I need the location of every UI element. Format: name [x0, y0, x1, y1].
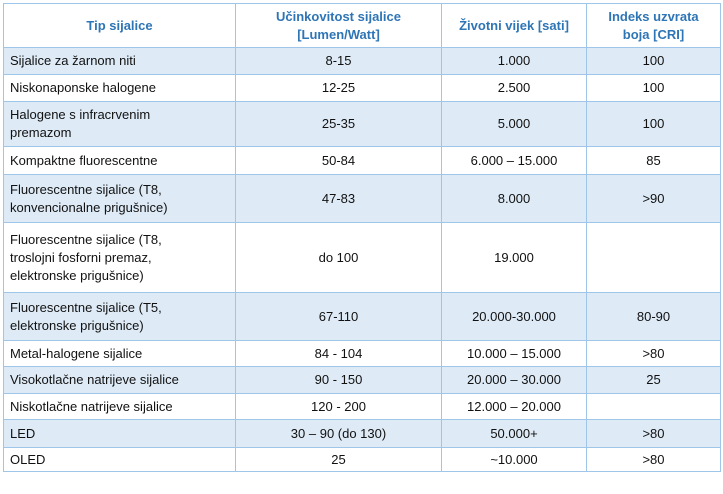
- row-life: 20.000 – 30.000: [442, 367, 587, 394]
- row-name: [4, 175, 236, 223]
- row-name: [4, 293, 236, 341]
- header-life: Životni vijek [sati]: [442, 4, 587, 48]
- row-life: 6.000 – 15.000: [442, 147, 587, 175]
- row-name-line1: Fluorescentne sijalice (T8,: [10, 231, 162, 247]
- table-row: [4, 293, 721, 341]
- row-name-line2: troslojni fosforni premaz,: [10, 249, 152, 265]
- row-name: LED: [4, 420, 236, 448]
- header-cri: [587, 4, 721, 48]
- row-life: 12.000 – 20.000: [442, 394, 587, 420]
- row-cri: >80: [587, 341, 721, 367]
- row-cri: 100: [587, 102, 721, 147]
- table-row: [4, 448, 721, 472]
- row-life: 5.000: [442, 102, 587, 147]
- table-row: [4, 367, 721, 394]
- row-efficiency: 50-84: [236, 147, 442, 175]
- row-name: Sijalice za žarnom niti: [4, 48, 236, 75]
- row-name: OLED: [4, 448, 236, 472]
- row-name-line1: Halogene s infracrvenim: [10, 107, 151, 122]
- row-cri: >90: [587, 175, 721, 223]
- row-name-line2: premazom: [10, 125, 72, 140]
- row-efficiency: 8-15: [236, 48, 442, 75]
- row-life: 10.000 – 15.000: [442, 341, 587, 367]
- row-cri: 100: [587, 48, 721, 75]
- row-cri: [587, 223, 721, 293]
- row-life: 19.000: [442, 223, 587, 293]
- row-cri: 100: [587, 75, 721, 102]
- table-row: [4, 48, 721, 75]
- header-efficiency-line2: [Lumen/Watt]: [297, 26, 380, 42]
- row-cri: >80: [587, 420, 721, 448]
- header-cri-line2: boja [CRI]: [622, 26, 685, 42]
- header-efficiency-line1: Učinkovitost sijalice: [276, 8, 401, 24]
- row-life: 8.000: [442, 175, 587, 223]
- header-cri-line1: Indeks uzvrata: [608, 8, 699, 24]
- row-life: 50.000+: [442, 420, 587, 448]
- row-life: 1.000: [442, 48, 587, 75]
- row-name: [4, 102, 236, 147]
- row-life: 2.500: [442, 75, 587, 102]
- row-life: ~10.000: [442, 448, 587, 472]
- lighting-comparison-table: [3, 3, 721, 472]
- header-efficiency: [236, 4, 442, 48]
- row-cri: 85: [587, 147, 721, 175]
- row-name: Metal-halogene sijalice: [4, 341, 236, 367]
- row-name: Kompaktne fluorescentne: [4, 147, 236, 175]
- row-efficiency: 47-83: [236, 175, 442, 223]
- row-efficiency: 12-25: [236, 75, 442, 102]
- row-name: [4, 223, 236, 293]
- row-efficiency: 84 - 104: [236, 341, 442, 367]
- header-row: [4, 4, 721, 48]
- row-efficiency: 120 - 200: [236, 394, 442, 420]
- table-row: [4, 75, 721, 102]
- row-cri: 80-90: [587, 293, 721, 341]
- table-row: [4, 341, 721, 367]
- table-row: [4, 420, 721, 448]
- row-name-line1: Fluorescentne sijalice (T8,: [10, 181, 162, 197]
- table-row: [4, 223, 721, 293]
- row-name-line2: konvencionalne prigušnice): [10, 199, 168, 215]
- table-row: [4, 175, 721, 223]
- table-row: [4, 102, 721, 147]
- row-name: Niskonaponske halogene: [4, 75, 236, 102]
- row-name-line2: elektronske prigušnice): [10, 317, 144, 333]
- table-row: [4, 394, 721, 420]
- row-efficiency: 25-35: [236, 102, 442, 147]
- row-cri: 25: [587, 367, 721, 394]
- row-name: Visokotlačne natrijeve sijalice: [4, 367, 236, 394]
- row-efficiency: 67-110: [236, 293, 442, 341]
- row-name-line1: Fluorescentne sijalice (T5,: [10, 299, 162, 315]
- row-efficiency: do 100: [236, 223, 442, 293]
- header-type: Tip sijalice: [4, 4, 236, 48]
- row-name: Niskotlačne natrijeve sijalice: [4, 394, 236, 420]
- row-efficiency: 90 - 150: [236, 367, 442, 394]
- row-efficiency: 25: [236, 448, 442, 472]
- row-efficiency: 30 – 90 (do 130): [236, 420, 442, 448]
- row-name-line3: elektronske prigušnice): [10, 267, 144, 283]
- row-cri: >80: [587, 448, 721, 472]
- row-cri: [587, 394, 721, 420]
- table-row: [4, 147, 721, 175]
- row-life: 20.000-30.000: [442, 293, 587, 341]
